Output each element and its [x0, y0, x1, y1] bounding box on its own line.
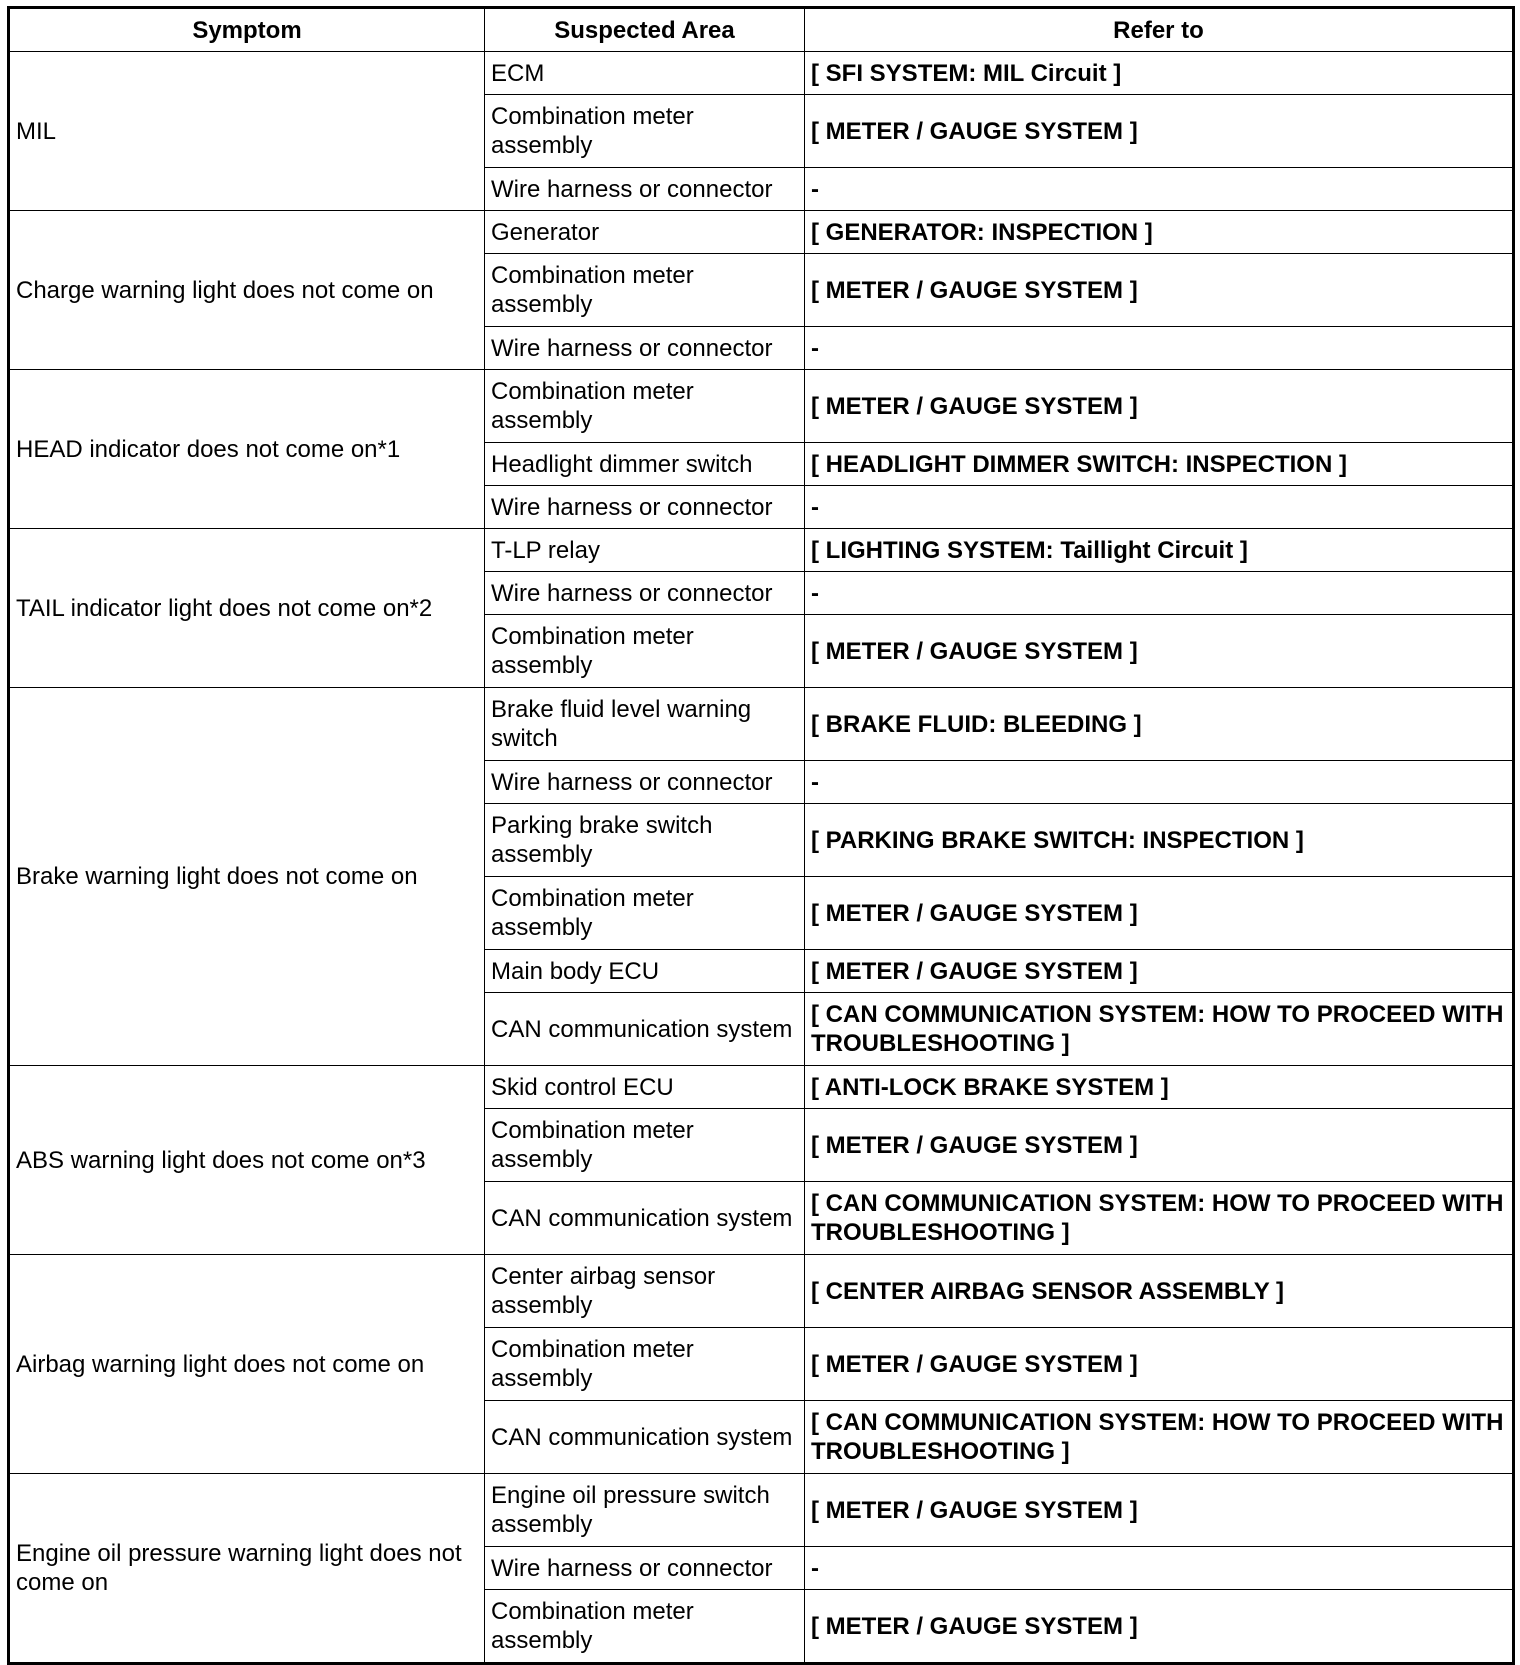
table-row [9, 1474, 1514, 1547]
troubleshooting-table [7, 6, 1515, 1665]
symptom-cell: Brake warning light does not come on [9, 688, 485, 1066]
suspected-area-cell: Engine oil pressure switch assembly [485, 1474, 805, 1547]
refer-to-cell: - [805, 572, 1514, 615]
suspected-area-cell: Wire harness or connector [485, 572, 805, 615]
refer-to-cell: [ METER / GAUGE SYSTEM ] [805, 1590, 1514, 1664]
suspected-area-cell: Combination meter assembly [485, 370, 805, 443]
refer-to-cell: [ BRAKE FLUID: BLEEDING ] [805, 688, 1514, 761]
refer-to-cell: [ METER / GAUGE SYSTEM ] [805, 877, 1514, 950]
refer-to-cell: [ METER / GAUGE SYSTEM ] [805, 95, 1514, 168]
refer-to-cell: [ METER / GAUGE SYSTEM ] [805, 950, 1514, 993]
refer-to-cell: [ GENERATOR: INSPECTION ] [805, 211, 1514, 254]
table-row [9, 688, 1514, 761]
refer-to-cell: [ PARKING BRAKE SWITCH: INSPECTION ] [805, 804, 1514, 877]
refer-to-cell: - [805, 168, 1514, 211]
header-suspected-area: Suspected Area [485, 8, 805, 52]
suspected-area-cell: Combination meter assembly [485, 254, 805, 327]
symptom-cell: HEAD indicator does not come on*1 [9, 370, 485, 529]
suspected-area-cell: Wire harness or connector [485, 168, 805, 211]
symptom-cell: MIL [9, 52, 485, 211]
refer-to-cell: - [805, 761, 1514, 804]
header-symptom: Symptom [9, 8, 485, 52]
suspected-area-cell: Brake fluid level warning switch [485, 688, 805, 761]
refer-to-cell: [ METER / GAUGE SYSTEM ] [805, 1474, 1514, 1547]
suspected-area-cell: Combination meter assembly [485, 1109, 805, 1182]
suspected-area-cell: Wire harness or connector [485, 327, 805, 370]
suspected-area-cell: CAN communication system [485, 993, 805, 1066]
suspected-area-cell: Main body ECU [485, 950, 805, 993]
suspected-area-cell: Combination meter assembly [485, 877, 805, 950]
table-body [9, 52, 1514, 1664]
refer-to-cell: [ METER / GAUGE SYSTEM ] [805, 1328, 1514, 1401]
refer-to-cell: [ HEADLIGHT DIMMER SWITCH: INSPECTION ] [805, 443, 1514, 486]
suspected-area-cell: Center airbag sensor assembly [485, 1255, 805, 1328]
refer-to-cell: [ METER / GAUGE SYSTEM ] [805, 615, 1514, 688]
refer-to-cell: [ ANTI-LOCK BRAKE SYSTEM ] [805, 1066, 1514, 1109]
symptom-cell: ABS warning light does not come on*3 [9, 1066, 485, 1255]
suspected-area-cell: CAN communication system [485, 1182, 805, 1255]
header-row [9, 8, 1514, 52]
suspected-area-cell: T-LP relay [485, 529, 805, 572]
refer-to-cell: - [805, 486, 1514, 529]
table-row [9, 370, 1514, 443]
suspected-area-cell: CAN communication system [485, 1401, 805, 1474]
suspected-area-cell: Wire harness or connector [485, 761, 805, 804]
suspected-area-cell: Headlight dimmer switch [485, 443, 805, 486]
suspected-area-cell: Combination meter assembly [485, 1328, 805, 1401]
symptom-cell: Airbag warning light does not come on [9, 1255, 485, 1474]
table-row [9, 529, 1514, 572]
refer-to-cell: [ METER / GAUGE SYSTEM ] [805, 1109, 1514, 1182]
table-row [9, 211, 1514, 254]
refer-to-cell: [ CAN COMMUNICATION SYSTEM: HOW TO PROCEED WITH TROUBLESHOOTING ] [805, 993, 1514, 1066]
refer-to-cell: - [805, 327, 1514, 370]
refer-to-cell: [ CAN COMMUNICATION SYSTEM: HOW TO PROCEED WITH TROUBLESHOOTING ] [805, 1401, 1514, 1474]
suspected-area-cell: Wire harness or connector [485, 1547, 805, 1590]
refer-to-cell: [ SFI SYSTEM: MIL Circuit ] [805, 52, 1514, 95]
refer-to-cell: [ CAN COMMUNICATION SYSTEM: HOW TO PROCEED WITH TROUBLESHOOTING ] [805, 1182, 1514, 1255]
suspected-area-cell: ECM [485, 52, 805, 95]
suspected-area-cell: Combination meter assembly [485, 615, 805, 688]
suspected-area-cell: Skid control ECU [485, 1066, 805, 1109]
refer-to-cell: [ LIGHTING SYSTEM: Taillight Circuit ] [805, 529, 1514, 572]
suspected-area-cell: Generator [485, 211, 805, 254]
suspected-area-cell: Combination meter assembly [485, 95, 805, 168]
refer-to-cell: [ METER / GAUGE SYSTEM ] [805, 370, 1514, 443]
symptom-cell: TAIL indicator light does not come on*2 [9, 529, 485, 688]
suspected-area-cell: Combination meter assembly [485, 1590, 805, 1664]
table-row [9, 52, 1514, 95]
suspected-area-cell: Wire harness or connector [485, 486, 805, 529]
symptom-cell: Charge warning light does not come on [9, 211, 485, 370]
refer-to-cell: [ METER / GAUGE SYSTEM ] [805, 254, 1514, 327]
refer-to-cell: - [805, 1547, 1514, 1590]
table-row [9, 1255, 1514, 1328]
table-row [9, 1066, 1514, 1109]
refer-to-cell: [ CENTER AIRBAG SENSOR ASSEMBLY ] [805, 1255, 1514, 1328]
header-refer-to: Refer to [805, 8, 1514, 52]
suspected-area-cell: Parking brake switch assembly [485, 804, 805, 877]
symptom-cell: Engine oil pressure warning light does not come on [9, 1474, 485, 1664]
